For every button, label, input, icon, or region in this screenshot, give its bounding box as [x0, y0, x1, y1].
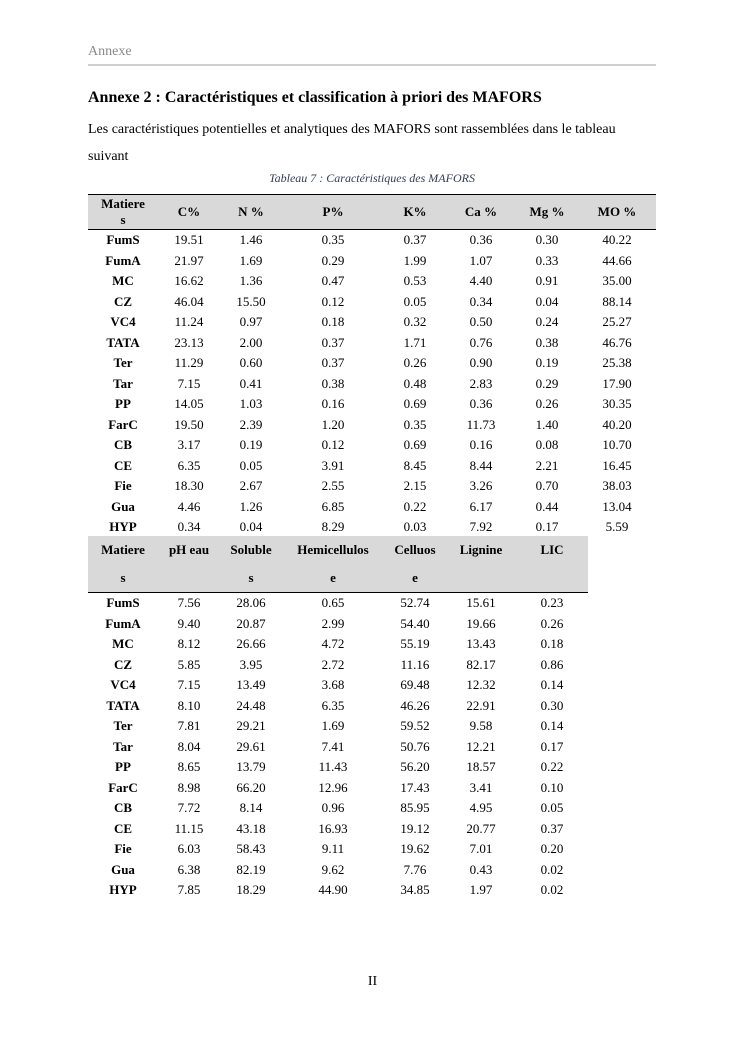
table-cell: 0.19 — [239, 437, 263, 452]
table-cell: 3.41 — [469, 779, 493, 795]
table-cell: 9.58 — [469, 718, 493, 733]
table-cell: 4.40 — [469, 273, 493, 288]
table-cell: 8.10 — [177, 697, 201, 713]
table-cell: 0.14 — [540, 677, 564, 692]
table-cell: 9.11 — [321, 841, 345, 856]
table-cell: 46.76 — [602, 334, 632, 350]
characteristics-table-2 — [88, 536, 588, 901]
table-cell: 0.14 — [540, 718, 564, 733]
table-cell: 55.19 — [400, 636, 430, 651]
table-cell: 1.36 — [239, 273, 263, 288]
table-cell: 0.04 — [535, 293, 559, 309]
table-cell: 0.86 — [540, 656, 564, 672]
table-cell: 7.56 — [177, 595, 201, 610]
table-cell: 0.26 — [535, 396, 559, 411]
table-cell: 20.77 — [466, 820, 496, 836]
intro-paragraph: Les caractéristiques potentielles et analytiques des MAFORS sont rassemblées dans le tableau suivant — [88, 122, 616, 164]
table-cell: 0.76 — [469, 334, 493, 350]
table-cell: 0.12 — [321, 437, 345, 452]
table-cell: 8.44 — [469, 457, 493, 473]
table-cell: 0.05 — [540, 800, 564, 815]
table-cell: 2.67 — [239, 478, 263, 493]
row-label: CZ — [113, 656, 133, 672]
table-cell: 0.47 — [321, 273, 345, 288]
row-label: FarC — [108, 416, 138, 432]
section-title: Annexe 2 : Caractéristiques et classification à priori des MAFORS — [88, 89, 542, 106]
table-cell: 0.60 — [239, 355, 263, 370]
table-row — [88, 353, 656, 374]
row-label: PP — [115, 759, 131, 774]
row-label: CE — [113, 820, 133, 836]
table-cell: 16.45 — [602, 457, 632, 473]
table-cell: 11.16 — [400, 656, 430, 672]
table-cell: 0.05 — [403, 293, 427, 309]
table-cell: 1.69 — [239, 252, 263, 268]
table-row — [88, 251, 656, 272]
table-cell: 59.52 — [400, 718, 430, 733]
row-label: FarC — [108, 779, 138, 795]
table-cell: 5.59 — [605, 519, 629, 534]
row-label: FumS — [106, 232, 140, 247]
row-label: CB — [113, 800, 133, 815]
table-cell: 8.14 — [239, 800, 263, 815]
table-cell: 11.73 — [466, 416, 496, 432]
table-cell: 44.90 — [318, 882, 348, 897]
table-cell: 1.20 — [321, 416, 345, 432]
table-cell: 6.17 — [469, 498, 493, 514]
table-cell: 12.96 — [318, 779, 348, 795]
table-row — [88, 716, 588, 737]
row-label: Tar — [113, 375, 133, 391]
table-cell: 2.72 — [321, 656, 345, 672]
header-rule — [88, 64, 656, 66]
row-label: CZ — [113, 293, 133, 309]
table-cell: 0.69 — [403, 437, 427, 452]
table-cell: 8.29 — [321, 519, 345, 534]
table-cell: 6.35 — [321, 697, 345, 713]
table-row — [88, 415, 656, 436]
table-cell: 16.93 — [318, 820, 348, 836]
table-row — [88, 593, 588, 614]
table-cell: 18.29 — [236, 882, 266, 897]
table-cell: 2.83 — [469, 375, 493, 391]
table-cell: 7.01 — [469, 841, 493, 856]
table-cell: 6.35 — [177, 457, 201, 473]
table-cell: 22.91 — [466, 697, 496, 713]
table-cell: 0.03 — [403, 519, 427, 534]
table-cell: 54.40 — [400, 615, 430, 631]
row-label: CB — [113, 437, 133, 452]
table-cell: 82.17 — [466, 656, 496, 672]
table-cell: 0.96 — [321, 800, 345, 815]
table-cell: 0.24 — [535, 314, 559, 329]
row-label: MC — [112, 636, 134, 651]
table-row — [88, 696, 588, 717]
column-header: Mg % — [516, 195, 578, 230]
table-cell: 43.18 — [236, 820, 266, 836]
table-cell: 7.81 — [177, 718, 201, 733]
column-header: Ca % — [446, 195, 516, 230]
row-label: TATA — [106, 334, 140, 350]
table-row — [88, 333, 656, 354]
column-header: Matiere s — [88, 536, 158, 593]
table-cell: 0.34 — [469, 293, 493, 309]
table-cell: 0.38 — [535, 334, 559, 350]
table-cell: 9.62 — [321, 861, 345, 877]
table-cell: 2.55 — [321, 478, 345, 493]
table-cell: 10.70 — [602, 437, 632, 452]
table-cell: 21.97 — [174, 252, 204, 268]
table-row — [88, 230, 656, 251]
table-cell: 7.72 — [177, 800, 201, 815]
column-header: Hemicellulos e — [282, 536, 384, 593]
table-cell: 20.87 — [236, 615, 266, 631]
table-cell: 15.50 — [236, 293, 266, 309]
table-cell: 0.29 — [535, 375, 559, 391]
running-head: Annexe — [88, 44, 132, 59]
table-cell: 1.71 — [403, 334, 427, 350]
table-cell: 0.20 — [540, 841, 564, 856]
table-cell: 2.00 — [239, 334, 263, 350]
table-cell: 19.66 — [466, 615, 496, 631]
table-row — [88, 634, 588, 655]
table-cell: 0.90 — [469, 355, 493, 370]
row-label: VC4 — [110, 677, 136, 692]
table-header-row — [88, 195, 656, 230]
column-header: Matiere s — [88, 195, 158, 230]
row-label: MC — [112, 273, 134, 288]
table-cell: 0.05 — [239, 457, 263, 473]
row-label: TATA — [106, 697, 140, 713]
table-cell: 7.15 — [177, 677, 201, 692]
table-cell: 3.17 — [177, 437, 201, 452]
table-cell: 0.16 — [469, 437, 493, 452]
table-cell: 0.04 — [239, 519, 263, 534]
table-cell: 30.35 — [602, 396, 632, 411]
table-row — [88, 312, 656, 333]
table-cell: 0.26 — [403, 355, 427, 370]
table-row — [88, 737, 588, 758]
table-cell: 0.50 — [469, 314, 493, 329]
table-cell: 11.15 — [174, 820, 204, 836]
table-cell: 1.26 — [239, 498, 263, 514]
table-cell: 1.03 — [239, 396, 263, 411]
table-row — [88, 880, 588, 901]
table-cell: 0.22 — [540, 759, 564, 774]
table-row — [88, 860, 588, 881]
table-cell: 34.85 — [400, 882, 430, 897]
table-header-row — [88, 536, 588, 593]
table-cell: 28.06 — [236, 595, 266, 610]
table-cell: 0.17 — [540, 738, 564, 754]
table-cell: 50.76 — [400, 738, 430, 754]
table-cell: 0.36 — [469, 396, 493, 411]
table-cell: 9.40 — [177, 615, 201, 631]
row-label: Ter — [113, 718, 133, 733]
table-cell: 0.43 — [469, 861, 493, 877]
table-cell: 3.91 — [321, 457, 345, 473]
table-cell: 0.44 — [535, 498, 559, 514]
column-header: LIC — [516, 536, 588, 593]
table-cell: 13.79 — [236, 759, 266, 774]
table-cell: 1.69 — [321, 718, 345, 733]
column-header: P% — [282, 195, 384, 230]
table-cell: 0.23 — [540, 595, 564, 610]
table-row — [88, 517, 656, 538]
column-header: K% — [384, 195, 446, 230]
table-row — [88, 798, 588, 819]
table-cell: 29.21 — [236, 718, 266, 733]
table-row — [88, 394, 656, 415]
table-cell: 11.43 — [318, 759, 348, 774]
table-cell: 35.00 — [602, 273, 632, 288]
table-cell: 2.15 — [403, 478, 427, 493]
table-cell: 19.51 — [174, 232, 204, 247]
table-cell: 6.03 — [177, 841, 201, 856]
table-cell: 66.20 — [236, 779, 266, 795]
table-cell: 58.43 — [236, 841, 266, 856]
table-cell: 0.34 — [177, 519, 201, 534]
table-cell: 29.61 — [236, 738, 266, 754]
table-cell: 52.74 — [400, 595, 430, 610]
table-cell: 0.35 — [403, 416, 427, 432]
table-cell: 0.26 — [540, 615, 564, 631]
table-cell: 2.99 — [321, 615, 345, 631]
table-cell: 8.04 — [177, 738, 201, 754]
table-cell: 0.53 — [403, 273, 427, 288]
table-row — [88, 292, 656, 313]
table-cell: 1.99 — [403, 252, 427, 268]
table-cell: 0.37 — [540, 820, 564, 836]
table-cell: 56.20 — [400, 759, 430, 774]
table-row — [88, 819, 588, 840]
table-cell: 0.08 — [535, 437, 559, 452]
table-cell: 11.29 — [174, 355, 204, 370]
table-cell: 4.72 — [321, 636, 345, 651]
table-cell: 19.50 — [174, 416, 204, 432]
table-cell: 0.10 — [540, 779, 564, 795]
column-header: Lignine — [446, 536, 516, 593]
table-row — [88, 778, 588, 799]
table-row — [88, 435, 656, 456]
table-row — [88, 614, 588, 635]
table-cell: 0.12 — [321, 293, 345, 309]
table-cell: 3.95 — [239, 656, 263, 672]
table-cell: 7.85 — [177, 882, 201, 897]
table-cell: 23.13 — [174, 334, 204, 350]
table-cell: 0.32 — [403, 314, 427, 329]
column-header: Soluble s — [220, 536, 282, 593]
table-cell: 0.37 — [321, 355, 345, 370]
table-cell: 46.26 — [400, 697, 430, 713]
table-row — [88, 757, 588, 778]
table-row — [88, 374, 656, 395]
table-cell: 0.02 — [540, 882, 564, 897]
table-cell: 15.61 — [466, 595, 496, 610]
table-cell: 25.38 — [602, 355, 632, 370]
table-cell: 18.57 — [466, 759, 496, 774]
table-cell: 0.37 — [321, 334, 345, 350]
column-header: pH eau — [158, 536, 220, 593]
table-row — [88, 456, 656, 477]
table-row — [88, 271, 656, 292]
table-cell: 69.48 — [400, 677, 430, 692]
table-cell: 24.48 — [236, 697, 266, 713]
table-cell: 0.91 — [535, 273, 559, 288]
table-row — [88, 839, 588, 860]
table-cell: 12.32 — [466, 677, 496, 692]
row-label: FumA — [105, 252, 141, 268]
table-cell: 6.38 — [177, 861, 201, 877]
table-cell: 13.49 — [236, 677, 266, 692]
table-row — [88, 497, 656, 518]
table-cell: 3.26 — [469, 478, 493, 493]
table-cell: 0.41 — [239, 375, 263, 391]
table-cell: 2.39 — [239, 416, 263, 432]
row-label: Tar — [113, 738, 133, 754]
table-cell: 12.21 — [466, 738, 496, 754]
table-cell: 5.85 — [177, 656, 201, 672]
table-cell: 0.19 — [535, 355, 559, 370]
table-row — [88, 675, 588, 696]
table-cell: 0.36 — [469, 232, 493, 247]
table-cell: 19.62 — [400, 841, 430, 856]
table-cell: 0.02 — [540, 861, 564, 877]
table-cell: 0.38 — [321, 375, 345, 391]
table-cell: 17.43 — [400, 779, 430, 795]
table-cell: 0.22 — [403, 498, 427, 514]
row-label: PP — [115, 396, 131, 411]
table-cell: 0.48 — [403, 375, 427, 391]
row-label: HYP — [109, 882, 137, 897]
table-cell: 0.16 — [321, 396, 345, 411]
table-cell: 18.30 — [174, 478, 204, 493]
table-row — [88, 655, 588, 676]
table-cell: 6.85 — [321, 498, 345, 514]
table-cell: 1.46 — [239, 232, 263, 247]
table-cell: 25.27 — [602, 314, 632, 329]
table-cell: 1.97 — [469, 882, 493, 897]
characteristics-table-1 — [88, 194, 656, 538]
table-cell: 0.35 — [321, 232, 345, 247]
table-cell: 0.29 — [321, 252, 345, 268]
table-cell: 11.24 — [174, 314, 204, 329]
table-cell: 40.20 — [602, 416, 632, 432]
page-number: II — [367, 974, 378, 989]
table-cell: 19.12 — [400, 820, 430, 836]
table-cell: 26.66 — [236, 636, 266, 651]
table-cell: 16.62 — [174, 273, 204, 288]
table-cell: 2.21 — [535, 457, 559, 473]
table-cell: 46.04 — [174, 293, 204, 309]
table-cell: 82.19 — [236, 861, 266, 877]
column-header: C% — [158, 195, 220, 230]
column-header: Celluos e — [384, 536, 446, 593]
table-cell: 38.03 — [602, 478, 632, 493]
table-cell: 0.18 — [540, 636, 564, 651]
row-label: CE — [113, 457, 133, 473]
row-label: VC4 — [110, 314, 136, 329]
table-cell: 0.17 — [535, 519, 559, 534]
table-cell: 8.45 — [403, 457, 427, 473]
row-label: HYP — [109, 519, 137, 534]
table-cell: 44.66 — [602, 252, 632, 268]
table-cell: 0.18 — [321, 314, 345, 329]
table-cell: 7.41 — [321, 738, 345, 754]
row-label: Ter — [113, 355, 133, 370]
table-cell: 0.30 — [540, 697, 564, 713]
column-header: N % — [220, 195, 282, 230]
column-header: MO % — [578, 195, 656, 230]
table-cell: 7.76 — [403, 861, 427, 877]
table-caption: Tableau 7 : Caractéristiques des MAFORS — [269, 171, 475, 185]
table-cell: 1.40 — [535, 416, 559, 432]
row-label: Gua — [111, 498, 135, 514]
table-cell: 0.97 — [239, 314, 263, 329]
table-cell: 0.65 — [321, 595, 345, 610]
table-cell: 0.69 — [403, 396, 427, 411]
table-cell: 1.07 — [469, 252, 493, 268]
table-cell: 88.14 — [602, 293, 632, 309]
table-cell: 85.95 — [400, 800, 430, 815]
table-cell: 14.05 — [174, 396, 204, 411]
row-label: FumA — [105, 615, 141, 631]
table-cell: 13.43 — [466, 636, 496, 651]
table-cell: 40.22 — [602, 232, 632, 247]
table-cell: 17.90 — [602, 375, 632, 391]
table-cell: 8.98 — [177, 779, 201, 795]
table-cell: 3.68 — [321, 677, 345, 692]
table-cell: 7.92 — [469, 519, 493, 534]
table-cell: 0.30 — [535, 232, 559, 247]
table-cell: 0.33 — [535, 252, 559, 268]
row-label: Fie — [114, 841, 132, 856]
row-label: Gua — [111, 861, 135, 877]
table-cell: 4.95 — [469, 800, 493, 815]
table-cell: 8.12 — [177, 636, 201, 651]
row-label: FumS — [106, 595, 140, 610]
table-cell: 8.65 — [177, 759, 201, 774]
table-cell: 13.04 — [602, 498, 632, 514]
table-cell: 0.37 — [403, 232, 427, 247]
table-cell: 4.46 — [177, 498, 201, 514]
table-cell: 0.70 — [535, 478, 559, 493]
table-cell: 7.15 — [177, 375, 201, 391]
row-label: Fie — [114, 478, 132, 493]
table-row — [88, 476, 656, 497]
